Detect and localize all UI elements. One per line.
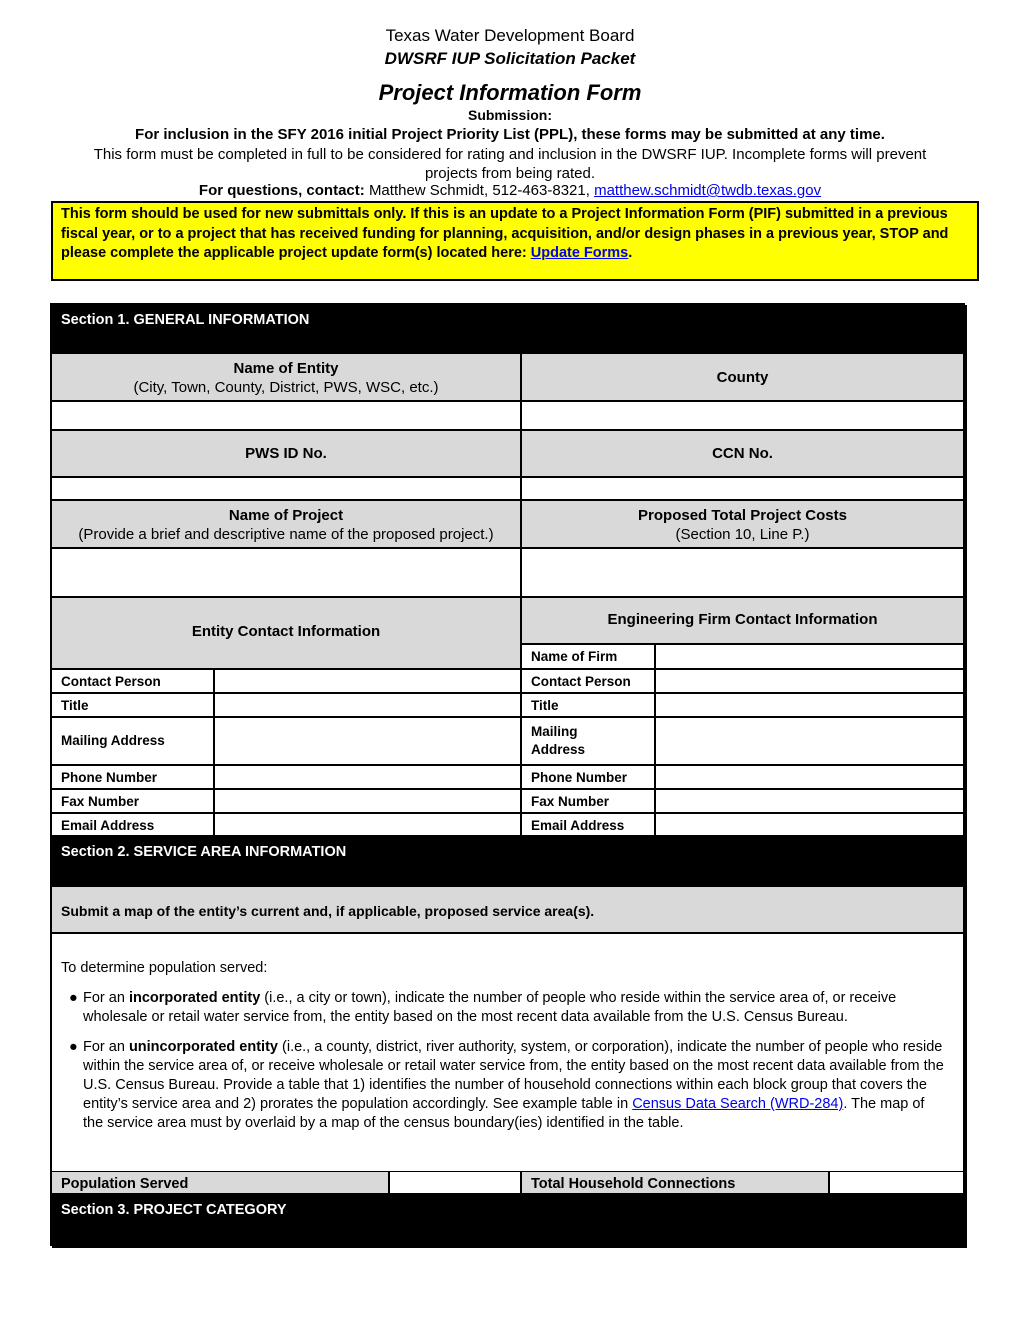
county-field[interactable] <box>521 401 964 430</box>
household-connections-field[interactable] <box>829 1171 964 1194</box>
entity-contact-person-label: Contact Person <box>51 669 214 693</box>
page-title: Project Information Form <box>378 80 642 105</box>
section2-header <box>51 836 964 886</box>
firm-fax-field[interactable] <box>655 789 964 813</box>
firm-name-field[interactable] <box>655 644 964 669</box>
county-header <box>521 353 964 401</box>
population-served-label: Population Served <box>51 1171 389 1194</box>
submission-label: Submission: <box>467 107 552 123</box>
incorporated-bullet: ● For an incorporated entity (i.e., a city or town), indicate the number of people who reside within the service area of, or receive wholesale or retail water service from, the entity based on the most recent data available from the U.S. Census Bureau. <box>69 990 897 1025</box>
population-served-field[interactable] <box>389 1171 521 1194</box>
update-forms-link[interactable]: Update Forms <box>530 245 629 261</box>
engineering-label: Engineering Firm Contact Information <box>607 611 878 628</box>
pws-field[interactable] <box>51 477 521 500</box>
project-name-label: Name of Project <box>228 507 344 524</box>
entity-title-field[interactable] <box>214 693 521 717</box>
project-information-form <box>50 303 965 1246</box>
costs-label: Proposed Total Project Costs <box>638 507 847 524</box>
firm-contact-person-label: Contact Person <box>521 669 655 693</box>
inclusion-text: For inclusion in the SFY 2016 initial Project Priority List (PPL), these forms may be submitted at any time. <box>135 126 885 143</box>
firm-name-label-cell: Name of Firm <box>521 644 655 669</box>
entity-mailing-address-label: Mailing Address <box>51 717 214 765</box>
pws-label: PWS ID No. <box>245 445 327 462</box>
update-notice <box>51 201 979 281</box>
entity-fax-field[interactable] <box>214 789 521 813</box>
ccn-label: CCN No. <box>712 445 773 462</box>
firm-email-field[interactable] <box>655 813 964 836</box>
entity-name-header <box>51 353 521 401</box>
firm-title-label: Title <box>521 693 655 717</box>
map-instruction-cell <box>51 886 964 933</box>
project-name-field[interactable] <box>51 548 521 597</box>
county-label: County <box>716 369 769 386</box>
project-name-hint: (Provide a brief and descriptive name of the proposed project.) <box>78 526 494 543</box>
map-instruction: Submit a map of the entity’s current and, if applicable, proposed service area(s). <box>61 903 595 919</box>
section1-title: Section 1. GENERAL INFORMATION <box>61 312 310 328</box>
packet-name: DWSRF IUP Solicitation Packet <box>384 49 636 68</box>
costs-hint: (Section 10, Line P.) <box>675 526 810 543</box>
firm-title-field[interactable] <box>655 693 964 717</box>
entity-phone-field[interactable] <box>214 765 521 789</box>
section3-title: Section 3. PROJECT CATEGORY <box>61 1202 287 1218</box>
firm-mailing-address-field[interactable] <box>655 717 964 765</box>
population-intro: To determine population served: <box>61 960 268 976</box>
entity-email-label: Email Address <box>51 813 214 836</box>
unincorporated-bullet: ● For an unincorporated entity (i.e., a county, district, river authority, system, or corporation), indicate the number of people who reside within the service area of, or receive wholesale or retail water service from, the entity based on the most recent data available from the U.S. Census Bureau. Provide a table that 1) identifies the number of household connections within each block group that covers the entity’s service area and 2) prorates the population accordingly. See example table in Census Data Search (WRD-284). The map of the service area must by overlaid by a map of the census boundary(ies) identified in the table. <box>69 1039 944 1131</box>
ccn-field[interactable] <box>521 477 964 500</box>
census-data-search-link[interactable]: Census Data Search (WRD-284) <box>632 1096 844 1112</box>
entity-contact-label: Entity Contact Information <box>191 623 381 640</box>
entity-contact-header <box>51 597 521 669</box>
notice-text: This form should be used for new submittals only. If this is an update to a Project Information Form (PIF) submitted in a previous fiscal year, or to a project that has received funding for planning, acquisition, and/or design phases in a previous year, STOP and please complete the applicable project update form(s) located here: <box>61 206 949 261</box>
entity-email-field[interactable] <box>214 813 521 836</box>
ccn-header <box>521 430 964 477</box>
entity-mailing-address-field[interactable] <box>214 717 521 765</box>
entity-name-hint: (City, Town, County, District, PWS, WSC, etc.) <box>133 379 439 396</box>
entity-name-field[interactable] <box>51 401 521 430</box>
contact-line <box>0 182 1020 199</box>
firm-phone-field[interactable] <box>655 765 964 789</box>
section3-header <box>51 1194 964 1245</box>
firm-phone-label: Phone Number <box>521 765 655 789</box>
entity-title-label: Title <box>51 693 214 717</box>
contact-text: Matthew Schmidt, 512-463-8321, <box>368 182 590 199</box>
firm-mailing-address-label: Mailing Address <box>521 717 655 765</box>
section2-title: Section 2. SERVICE AREA INFORMATION <box>61 844 347 860</box>
contact-email-link[interactable]: matthew.schmidt@twdb.texas.gov <box>594 182 822 199</box>
costs-field[interactable] <box>521 548 964 597</box>
population-instructions <box>51 933 964 1194</box>
costs-header <box>521 500 964 548</box>
questions-label: For questions, contact: <box>198 182 365 199</box>
entity-contact-person-field[interactable] <box>214 669 521 693</box>
project-name-header <box>51 500 521 548</box>
household-connections-label: Total Household Connections <box>521 1171 829 1194</box>
notice-period: . <box>628 245 633 261</box>
entity-phone-label: Phone Number <box>51 765 214 789</box>
entity-name-label: Name of Entity <box>233 360 339 377</box>
agency-name: Texas Water Development Board <box>385 26 635 45</box>
completion-text: This form must be completed in full to be considered for rating and inclusion in the DWSRF IUP. Incomplete forms will prevent projects from being rated. <box>93 146 927 182</box>
entity-fax-label: Fax Number <box>51 789 214 813</box>
firm-email-label: Email Address <box>521 813 655 836</box>
firm-fax-label: Fax Number <box>521 789 655 813</box>
pws-header <box>51 430 521 477</box>
firm-contact-person-field[interactable] <box>655 669 964 693</box>
section1-header <box>51 304 964 353</box>
engineering-header <box>521 597 964 644</box>
